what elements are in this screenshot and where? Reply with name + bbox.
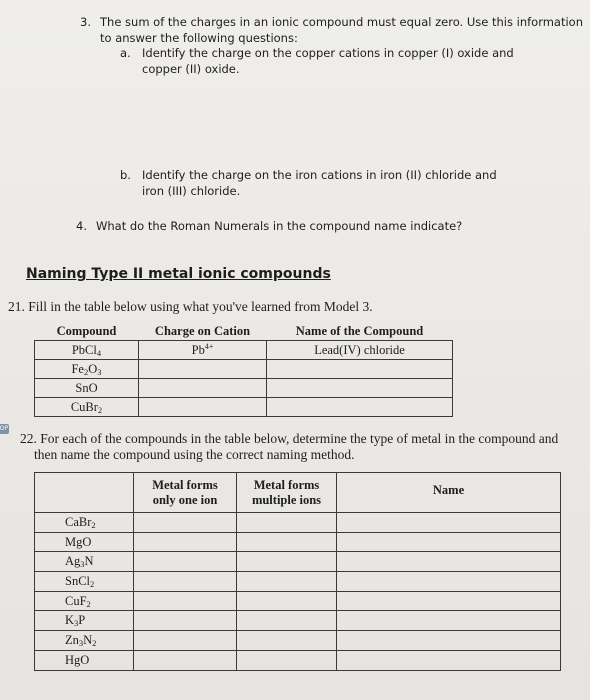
name-cell[interactable]: [337, 631, 561, 651]
one-ion-cell[interactable]: [134, 513, 237, 533]
compound-cell: SnO: [35, 379, 139, 398]
name-cell[interactable]: Lead(IV) chloride: [267, 341, 453, 360]
table-row: [35, 650, 561, 670]
q3b-label: b.: [120, 168, 131, 182]
table-row: [35, 611, 561, 631]
q22-header-name: Name: [337, 473, 561, 513]
section-heading: Naming Type II metal ionic compounds: [26, 266, 331, 282]
table-row: [35, 532, 561, 552]
formula-cell: $Zn_3N_2$: [35, 631, 134, 651]
one-ion-cell[interactable]: [134, 591, 237, 611]
formula-cell: $K_3P$: [35, 611, 134, 631]
multiple-ions-cell[interactable]: [237, 532, 337, 552]
q22-table: [34, 472, 561, 671]
table-row: [35, 552, 561, 572]
sticky-tab: OP: [0, 424, 9, 434]
multiple-ions-cell[interactable]: [237, 552, 337, 572]
compound-cell: CuBr$_2$: [35, 398, 139, 417]
table-row: [35, 572, 561, 592]
one-ion-cell[interactable]: [134, 572, 237, 592]
multiple-ions-cell[interactable]: [237, 572, 337, 592]
table-row: [35, 398, 453, 417]
q22-line2: then name the compound using the correct naming method.: [34, 447, 355, 462]
q21-table: [34, 322, 453, 417]
charge-cell[interactable]: [139, 360, 267, 379]
q21-header-charge: Charge on Cation: [139, 322, 267, 341]
q21-text: 21. Fill in the table below using what you've learned from Model 3.: [8, 299, 373, 314]
formula-cell: HgO: [35, 650, 134, 670]
name-cell[interactable]: [337, 513, 561, 533]
multiple-ions-cell[interactable]: [237, 631, 337, 651]
table-row: [35, 591, 561, 611]
charge-cell[interactable]: [139, 379, 267, 398]
q3-number: 3.: [80, 15, 91, 29]
formula-cell: $Ag_3N$: [35, 552, 134, 572]
q22-header-row: [35, 473, 561, 513]
name-cell[interactable]: [337, 572, 561, 592]
q22-header-multiple-ions: Metal forms multiple ions: [237, 473, 337, 513]
q4-number: 4.: [76, 219, 87, 233]
table-row: [35, 379, 453, 398]
compound-cell: PbCl$_4$: [35, 341, 139, 360]
formula-cell: SnCl$_2$: [35, 572, 134, 592]
table-row: [35, 360, 453, 379]
one-ion-cell[interactable]: [134, 611, 237, 631]
q21-header-name: Name of the Compound: [267, 322, 453, 341]
q22-header-formula: [35, 473, 134, 513]
one-ion-cell[interactable]: [134, 552, 237, 572]
multiple-ions-cell[interactable]: [237, 611, 337, 631]
name-cell[interactable]: [267, 398, 453, 417]
table-row: [35, 513, 561, 533]
q21-header-row: [35, 322, 453, 341]
q3-line1: The sum of the charges in an ionic compound must equal zero. Use this information: [100, 15, 583, 29]
name-cell[interactable]: [337, 650, 561, 670]
one-ion-cell[interactable]: [134, 650, 237, 670]
table-row: [35, 631, 561, 651]
q3-line2: to answer the following questions:: [100, 31, 298, 45]
q3b-line1: Identify the charge on the iron cations in iron (II) chloride and: [142, 168, 497, 182]
name-cell[interactable]: [337, 611, 561, 631]
charge-cell[interactable]: [139, 398, 267, 417]
charge-cell[interactable]: $Pb^{4+}$: [139, 341, 267, 360]
name-cell[interactable]: [337, 532, 561, 552]
q3a-line2: copper (II) oxide.: [142, 62, 240, 76]
compound-cell: $Fe_2O_3$: [35, 360, 139, 379]
multiple-ions-cell[interactable]: [237, 591, 337, 611]
q22-header-one-ion: Metal forms only one ion: [134, 473, 237, 513]
formula-cell: CaBr$_2$: [35, 513, 134, 533]
name-cell[interactable]: [267, 379, 453, 398]
formula-cell: MgO: [35, 532, 134, 552]
one-ion-cell[interactable]: [134, 532, 237, 552]
name-cell[interactable]: [267, 360, 453, 379]
name-cell[interactable]: [337, 552, 561, 572]
one-ion-cell[interactable]: [134, 631, 237, 651]
q3a-label: a.: [120, 46, 131, 60]
q22-line1: 22. For each of the compounds in the table below, determine the type of metal in the compound and: [20, 431, 559, 446]
q3b-line2: iron (III) chloride.: [142, 184, 241, 198]
q21-header-compound: Compound: [35, 322, 139, 341]
multiple-ions-cell[interactable]: [237, 650, 337, 670]
table-row: [35, 341, 453, 360]
name-cell[interactable]: [337, 591, 561, 611]
multiple-ions-cell[interactable]: [237, 513, 337, 533]
q3a-line1: Identify the charge on the copper cations in copper (I) oxide and: [142, 46, 514, 60]
q4-text: What do the Roman Numerals in the compound name indicate?: [96, 219, 463, 233]
formula-cell: CuF$_2$: [35, 591, 134, 611]
